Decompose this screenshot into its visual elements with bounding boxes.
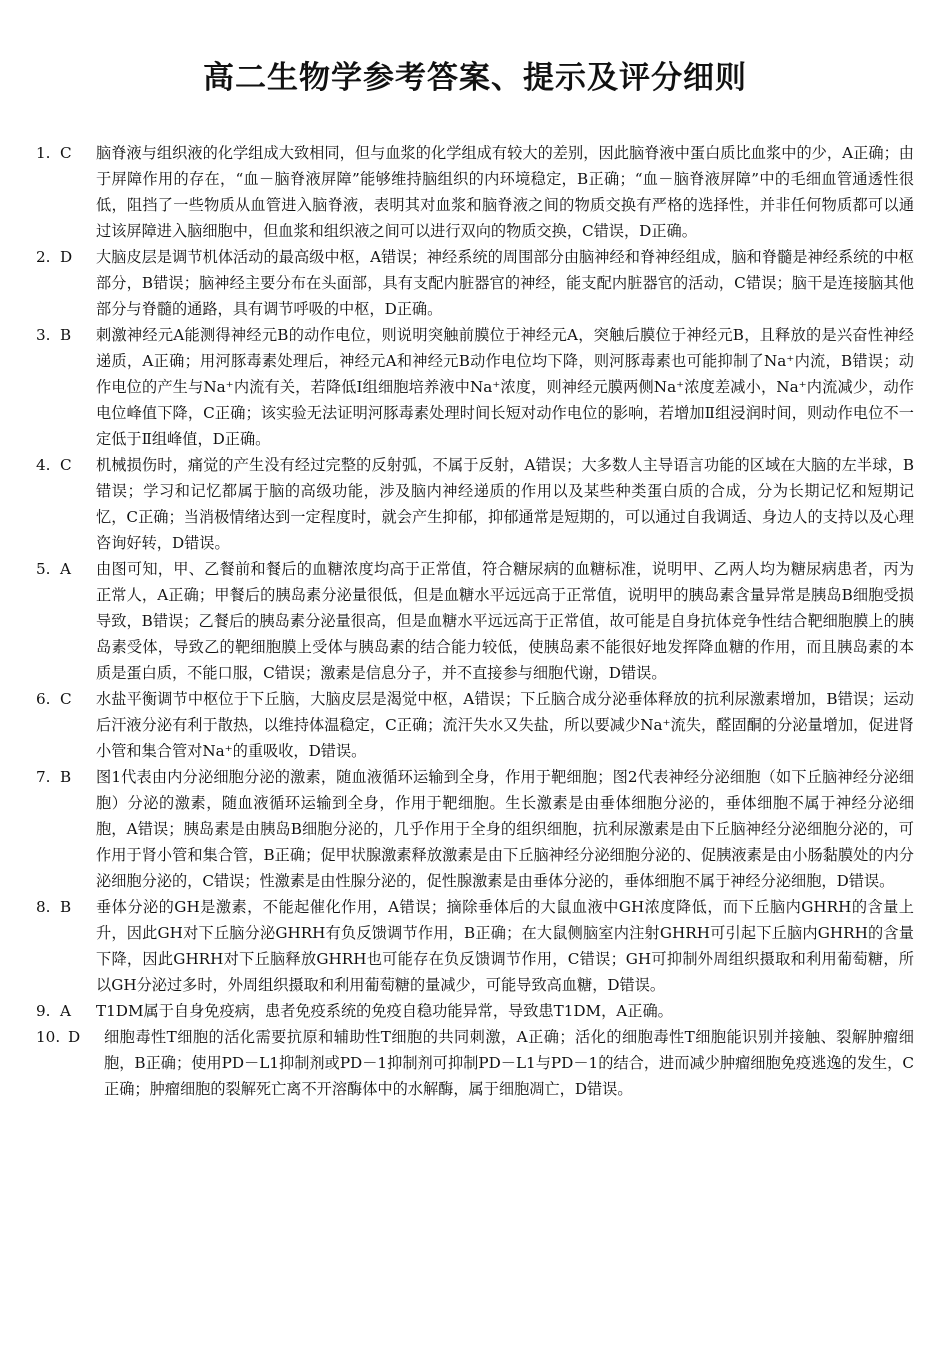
answer-key: A xyxy=(60,1002,71,1020)
answer-key: D xyxy=(68,1028,81,1046)
answer-key: A xyxy=(60,560,71,578)
answer-item-9 xyxy=(36,998,914,1024)
answer-item-10 xyxy=(36,1024,914,1102)
answer-list xyxy=(36,140,914,1102)
page-title: 高二生物学参考答案、提示及评分细则 xyxy=(203,60,747,96)
answer-number: 3. xyxy=(36,326,51,344)
answer-explanation: 脑脊液与组织液的化学组成大致相同，但与血浆的化学组成有较大的差别，因此脑脊液中蛋白质比血浆中的少，A正确；由于屏障作用的存在，“血－脑脊液屏障”能够维持脑组织的内环境稳定，B正确；“血－脑脊液屏障”中的毛细血管通透性很低，阻挡了一些物质从血管进入脑脊液，表明其对血浆和脑脊液之间的物质交换有严格的选择性，并非任何物质都可以通过该屏障进入脑细胞中，但血浆和组织液之间可以进行双向的物质交换，C错误，D正确。 xyxy=(96,144,914,240)
answer-explanation: 细胞毒性T细胞的活化需要抗原和辅助性T细胞的共同刺激，A正确；活化的细胞毒性T细胞能识别并接触、裂解肿瘤细胞，B正确；使用PD－L1抑制剂或PD－1抑制剂可抑制PD－L1与PD－1的结合，进而减少肿瘤细胞免疫逃逸的发生，C正确；肿瘤细胞的裂解死亡离不开溶酶体中的水解酶，属于细胞凋亡，D错误。 xyxy=(104,1028,914,1098)
answer-key: C xyxy=(60,690,72,708)
answer-item-3 xyxy=(36,322,914,452)
answer-item-1 xyxy=(36,140,914,244)
answer-item-4 xyxy=(36,452,914,556)
answer-key: B xyxy=(60,326,72,344)
answer-number: 1. xyxy=(36,144,51,162)
answer-key: B xyxy=(60,768,72,786)
answer-explanation: 图1代表由内分泌细胞分泌的激素，随血液循环运输到全身，作用于靶细胞；图2代表神经分泌细胞（如下丘脑神经分泌细胞）分泌的激素，随血液循环运输到全身，作用于靶细胞。生长激素是由垂体细胞分泌的，垂体细胞不属于神经分泌细胞，A错误；胰岛素是由胰岛B细胞分泌的，几乎作用于全身的组织细胞，抗利尿激素是由下丘脑神经分泌细胞分泌的，可作用于肾小管和集合管，B正确；促甲状腺激素释放激素是由下丘脑神经分泌细胞分泌的、促胰液素是由小肠黏膜处的内分泌细胞分泌的，C错误；性激素是由性腺分泌的，促性腺激素是由垂体分泌的，垂体细胞不属于神经分泌细胞，D错误。 xyxy=(96,768,914,890)
answer-number: 9. xyxy=(36,1002,51,1020)
answer-item-7 xyxy=(36,764,914,894)
answer-number: 2. xyxy=(36,248,51,266)
answer-number: 8. xyxy=(36,898,51,916)
answer-item-2 xyxy=(36,244,914,322)
answer-number: 10. xyxy=(36,1028,61,1046)
answer-item-5 xyxy=(36,556,914,686)
answer-number: 5. xyxy=(36,560,51,578)
answer-key: C xyxy=(60,456,72,474)
answer-explanation: 刺激神经元A能测得神经元B的动作电位，则说明突触前膜位于神经元A，突触后膜位于神经元B，且释放的是兴奋性神经递质，A正确；用河豚毒素处理后，神经元A和神经元B动作电位均下降，则河豚毒素也可能抑制了Na⁺内流，B错误；动作电位的产生与Na⁺内流有关，若降低Ⅰ组细胞培养液中Na⁺浓度，则神经元膜两侧Na⁺浓度差减小，Na⁺内流减少，动作电位峰值下降，C正确；该实验无法证明河豚毒素处理时间长短对动作电位的影响，若增加Ⅱ组浸润时间，则动作电位不一定低于Ⅱ组峰值，D正确。 xyxy=(96,326,914,448)
answer-item-8 xyxy=(36,894,914,998)
answer-explanation: 垂体分泌的GH是激素，不能起催化作用，A错误；摘除垂体后的大鼠血液中GH浓度降低，而下丘脑内GHRH的含量上升，因此GH对下丘脑分泌GHRH有负反馈调节作用，B正确；在大鼠侧脑室内注射GHRH可引起下丘脑内GHRH的含量下降，因此GHRH对下丘脑释放GHRH也可能存在负反馈调节作用，C错误；GH可抑制外周组织摄取和利用葡萄糖，所以GH分泌过多时，外周组织摄取和利用葡萄糖的量减少，可能导致高血糖，D错误。 xyxy=(96,898,914,994)
answer-key: C xyxy=(60,144,72,162)
answer-explanation: 机械损伤时，痛觉的产生没有经过完整的反射弧，不属于反射，A错误；大多数人主导语言功能的区域在大脑的左半球，B错误；学习和记忆都属于脑的高级功能，涉及脑内神经递质的作用以及某些种类蛋白质的合成，分为长期记忆和短期记忆，C正确；当消极情绪达到一定程度时，就会产生抑郁，抑郁通常是短期的，可以通过自我调适、身边人的支持以及心理咨询好转，D错误。 xyxy=(96,456,914,552)
answer-number: 6. xyxy=(36,690,51,708)
answer-key: D xyxy=(60,248,73,266)
answer-number: 4. xyxy=(36,456,51,474)
answer-key: B xyxy=(60,898,72,916)
answer-explanation: 由图可知，甲、乙餐前和餐后的血糖浓度均高于正常值，符合糖尿病的血糖标准，说明甲、乙两人均为糖尿病患者，丙为正常人，A正确；甲餐后的胰岛素分泌量很低，但是血糖水平远远高于正常值，说明甲的胰岛素含量异常是胰岛B细胞受损导致，B错误；乙餐后的胰岛素分泌量很高，但是血糖水平远远高于正常值，故可能是自身抗体竞争性结合靶细胞膜上的胰岛素受体，导致乙的靶细胞膜上受体与胰岛素的结合能力较低，使胰岛素不能很好地发挥降血糖的作用，而且胰岛素的本质是蛋白质，不能口服，C错误；激素是信息分子，并不直接参与细胞代谢，D错误。 xyxy=(96,560,914,682)
answer-item-6 xyxy=(36,686,914,764)
answer-explanation: 水盐平衡调节中枢位于下丘脑，大脑皮层是渴觉中枢，A错误；下丘脑合成分泌垂体释放的抗利尿激素增加，B错误；运动后汗液分泌有利于散热，以维持体温稳定，C正确；流汗失水又失盐，所以要减少Na⁺流失，醛固酮的分泌量增加，促进肾小管和集合管对Na⁺的重吸收，D错误。 xyxy=(96,690,914,760)
answer-number: 7. xyxy=(36,768,51,786)
answer-explanation: T1DM属于自身免疫病，患者免疫系统的免疫自稳功能异常，导致患T1DM，A正确。 xyxy=(96,1002,673,1020)
answer-explanation: 大脑皮层是调节机体活动的最高级中枢，A错误；神经系统的周围部分由脑神经和脊神经组成，脑和脊髓是神经系统的中枢部分，B错误；脑神经主要分布在头面部，具有支配内脏器官的神经，能支配内脏器官的活动，C错误；脑干是连接脑其他部分与脊髓的通路，具有调节呼吸的中枢，D正确。 xyxy=(96,248,915,318)
